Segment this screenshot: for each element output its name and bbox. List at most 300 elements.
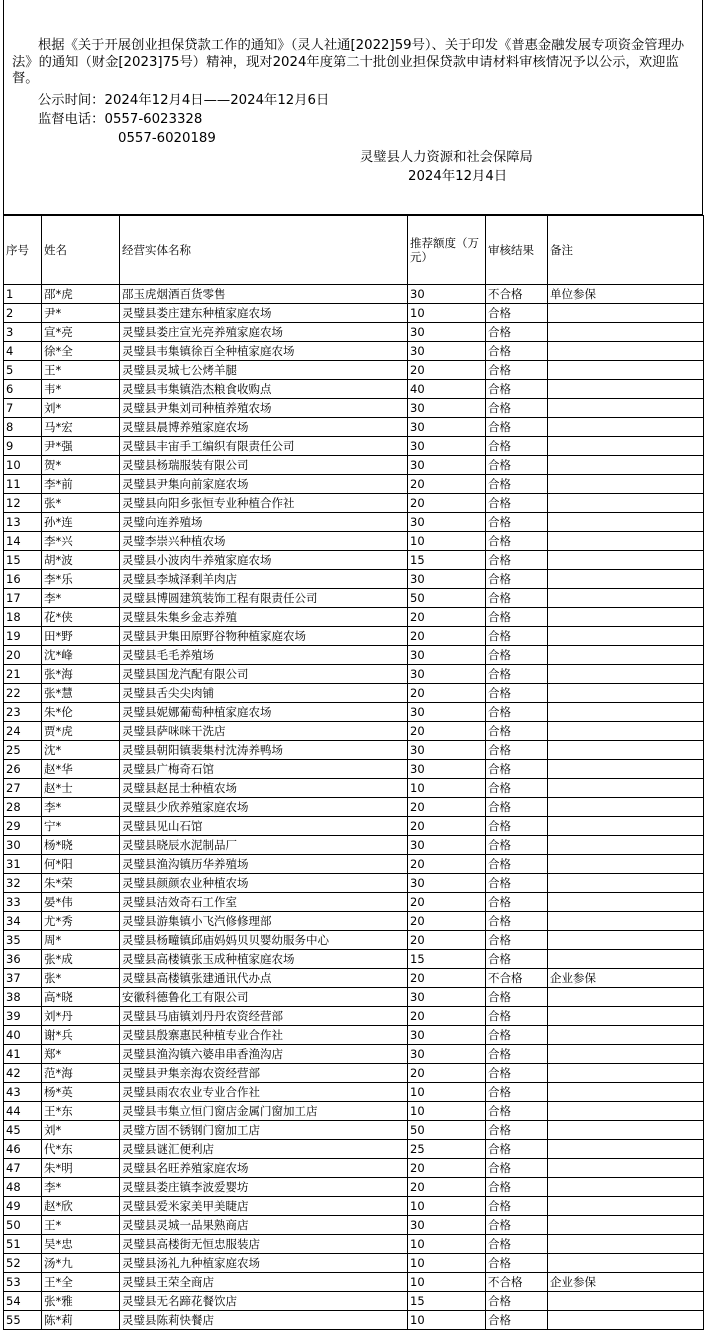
cell-name: 贺* xyxy=(42,456,120,475)
cell-name: 李*兴 xyxy=(42,532,120,551)
table-row xyxy=(4,779,704,798)
cell-amount: 15 xyxy=(408,950,486,969)
cell-entity: 灵璧县高楼街无恒忠服装店 xyxy=(120,1235,408,1254)
cell-entity: 灵璧县朝阳镇裴集村沈涛养鸭场 xyxy=(120,741,408,760)
cell-entity: 灵璧县殷寨惠民种植专业合作社 xyxy=(120,1026,408,1045)
table-row xyxy=(4,418,704,437)
cell-entity: 灵璧县晓辰水泥制品厂 xyxy=(120,836,408,855)
cell-remark xyxy=(548,798,704,817)
cell-index: 23 xyxy=(4,703,42,722)
cell-result: 合格 xyxy=(486,475,548,494)
cell-amount: 10 xyxy=(408,1102,486,1121)
cell-entity: 灵璧县韦集镇浩杰粮食收购点 xyxy=(120,380,408,399)
cell-remark xyxy=(548,304,704,323)
cell-index: 17 xyxy=(4,589,42,608)
cell-remark xyxy=(548,1292,704,1311)
cell-remark xyxy=(548,1045,704,1064)
table-row xyxy=(4,342,704,361)
cell-name: 邵*虎 xyxy=(42,285,120,304)
cell-remark xyxy=(548,779,704,798)
cell-remark xyxy=(548,817,704,836)
cell-result: 合格 xyxy=(486,817,548,836)
cell-amount: 20 xyxy=(408,1007,486,1026)
cell-name: 韦* xyxy=(42,380,120,399)
cell-index: 42 xyxy=(4,1064,42,1083)
cell-amount: 20 xyxy=(408,494,486,513)
cell-name: 李*乐 xyxy=(42,570,120,589)
cell-index: 28 xyxy=(4,798,42,817)
cell-entity: 灵璧县渔沟镇六婆串串香渔沟店 xyxy=(120,1045,408,1064)
table-row xyxy=(4,380,704,399)
cell-name: 陈*莉 xyxy=(42,1311,120,1330)
cell-amount: 30 xyxy=(408,646,486,665)
cell-name: 李*前 xyxy=(42,475,120,494)
cell-result: 合格 xyxy=(486,950,548,969)
cell-remark xyxy=(548,513,704,532)
cell-entity: 灵璧县无名蹄花餐饮店 xyxy=(120,1292,408,1311)
cell-index: 51 xyxy=(4,1235,42,1254)
cell-entity: 灵璧县晨博养殖家庭农场 xyxy=(120,418,408,437)
cell-result: 不合格 xyxy=(486,1273,548,1292)
cell-amount: 30 xyxy=(408,665,486,684)
cell-result: 合格 xyxy=(486,380,548,399)
cell-index: 48 xyxy=(4,1178,42,1197)
cell-remark xyxy=(548,836,704,855)
table-row xyxy=(4,494,704,513)
cell-amount: 30 xyxy=(408,988,486,1007)
cell-entity: 灵璧县杨瑞服装有限公司 xyxy=(120,456,408,475)
cell-amount: 20 xyxy=(408,361,486,380)
cell-remark xyxy=(548,1007,704,1026)
cell-remark xyxy=(548,988,704,1007)
cell-remark xyxy=(548,1064,704,1083)
cell-remark xyxy=(548,551,704,570)
cell-amount: 10 xyxy=(408,1311,486,1330)
cell-remark xyxy=(548,475,704,494)
cell-index: 7 xyxy=(4,399,42,418)
cell-result: 合格 xyxy=(486,874,548,893)
cell-result: 合格 xyxy=(486,342,548,361)
cell-name: 王* xyxy=(42,1216,120,1235)
table-row xyxy=(4,874,704,893)
cell-remark xyxy=(548,1178,704,1197)
cell-name: 赵*华 xyxy=(42,760,120,779)
cell-entity: 灵璧县尹集田原野谷物种植家庭农场 xyxy=(120,627,408,646)
cell-amount: 30 xyxy=(408,760,486,779)
cell-index: 52 xyxy=(4,1254,42,1273)
cell-result: 合格 xyxy=(486,1235,548,1254)
table-row xyxy=(4,570,704,589)
cell-name: 尤*秀 xyxy=(42,912,120,931)
table-row xyxy=(4,304,704,323)
cell-index: 31 xyxy=(4,855,42,874)
cell-remark xyxy=(548,1083,704,1102)
cell-name: 李* xyxy=(42,1178,120,1197)
cell-name: 高*晓 xyxy=(42,988,120,1007)
cell-amount: 20 xyxy=(408,817,486,836)
cell-remark xyxy=(548,741,704,760)
cell-result: 合格 xyxy=(486,608,548,627)
cell-index: 14 xyxy=(4,532,42,551)
cell-index: 24 xyxy=(4,722,42,741)
cell-remark xyxy=(548,532,704,551)
cell-amount: 20 xyxy=(408,912,486,931)
cell-result: 合格 xyxy=(486,456,548,475)
cell-remark xyxy=(548,323,704,342)
cell-entity: 灵璧县广梅奇石馆 xyxy=(120,760,408,779)
cell-result: 合格 xyxy=(486,1102,548,1121)
cell-entity: 邵玉虎烟酒百货零售 xyxy=(120,285,408,304)
table-row xyxy=(4,399,704,418)
cell-entity: 灵璧县娄庄镇李波爱婴坊 xyxy=(120,1178,408,1197)
cell-entity: 灵璧县国龙汽配有限公司 xyxy=(120,665,408,684)
cell-index: 16 xyxy=(4,570,42,589)
cell-index: 30 xyxy=(4,836,42,855)
table-row xyxy=(4,1026,704,1045)
table-row xyxy=(4,1216,704,1235)
cell-name: 张*慧 xyxy=(42,684,120,703)
cell-result: 合格 xyxy=(486,361,548,380)
cell-index: 4 xyxy=(4,342,42,361)
cell-remark: 企业参保 xyxy=(548,969,704,988)
cell-entity: 灵璧县灵城七公烤羊腿 xyxy=(120,361,408,380)
cell-entity: 灵璧县向阳乡张恒专业种植合作社 xyxy=(120,494,408,513)
cell-amount: 40 xyxy=(408,380,486,399)
cell-name: 李* xyxy=(42,798,120,817)
cell-name: 张*成 xyxy=(42,950,120,969)
cell-amount: 30 xyxy=(408,418,486,437)
cell-remark xyxy=(548,418,704,437)
cell-result: 合格 xyxy=(486,741,548,760)
header-index: 序号 xyxy=(4,216,42,285)
cell-index: 13 xyxy=(4,513,42,532)
cell-remark xyxy=(548,665,704,684)
cell-name: 宣*亮 xyxy=(42,323,120,342)
cell-index: 39 xyxy=(4,1007,42,1026)
cell-remark xyxy=(548,1197,704,1216)
cell-amount: 25 xyxy=(408,1140,486,1159)
cell-entity: 安徽科德鲁化工有限公司 xyxy=(120,988,408,1007)
cell-index: 26 xyxy=(4,760,42,779)
cell-name: 李* xyxy=(42,589,120,608)
cell-remark xyxy=(548,760,704,779)
notice-phone: 监督电话：0557-6023328 xyxy=(38,112,203,127)
table-row xyxy=(4,912,704,931)
cell-result: 合格 xyxy=(486,1064,548,1083)
table-row xyxy=(4,798,704,817)
cell-amount: 20 xyxy=(408,1159,486,1178)
cell-amount: 30 xyxy=(408,323,486,342)
cell-remark xyxy=(548,646,704,665)
cell-name: 朱*明 xyxy=(42,1159,120,1178)
cell-index: 54 xyxy=(4,1292,42,1311)
cell-name: 张* xyxy=(42,494,120,513)
table-row xyxy=(4,1178,704,1197)
table-header-row xyxy=(4,216,704,285)
cell-index: 9 xyxy=(4,437,42,456)
cell-remark xyxy=(548,893,704,912)
cell-amount: 10 xyxy=(408,304,486,323)
cell-entity: 灵璧县舌尖尖肉铺 xyxy=(120,684,408,703)
cell-entity: 灵璧县王荣全商店 xyxy=(120,1273,408,1292)
table-row xyxy=(4,1159,704,1178)
cell-index: 12 xyxy=(4,494,42,513)
table-row xyxy=(4,855,704,874)
cell-amount: 30 xyxy=(408,703,486,722)
cell-amount: 10 xyxy=(408,1273,486,1292)
cell-amount: 30 xyxy=(408,570,486,589)
cell-amount: 30 xyxy=(408,836,486,855)
cell-amount: 30 xyxy=(408,741,486,760)
table-row xyxy=(4,836,704,855)
cell-remark xyxy=(548,684,704,703)
table-row xyxy=(4,589,704,608)
cell-index: 43 xyxy=(4,1083,42,1102)
cell-index: 41 xyxy=(4,1045,42,1064)
cell-result: 合格 xyxy=(486,494,548,513)
table-row xyxy=(4,361,704,380)
table-row xyxy=(4,513,704,532)
cell-amount: 50 xyxy=(408,1121,486,1140)
cell-result: 不合格 xyxy=(486,285,548,304)
header-amount: 推荐额度（万元） xyxy=(408,216,486,285)
cell-name: 范*海 xyxy=(42,1064,120,1083)
cell-name: 王*全 xyxy=(42,1273,120,1292)
cell-index: 2 xyxy=(4,304,42,323)
cell-entity: 灵璧县妮娜葡萄种植家庭农场 xyxy=(120,703,408,722)
cell-result: 合格 xyxy=(486,627,548,646)
cell-index: 36 xyxy=(4,950,42,969)
table-row xyxy=(4,1311,704,1330)
cell-remark xyxy=(548,874,704,893)
notice-body xyxy=(12,38,692,88)
cell-entity: 灵璧县汤礼九种植家庭农场 xyxy=(120,1254,408,1273)
cell-result: 合格 xyxy=(486,1254,548,1273)
cell-index: 55 xyxy=(4,1311,42,1330)
table-row xyxy=(4,646,704,665)
cell-result: 合格 xyxy=(486,513,548,532)
cell-result: 合格 xyxy=(486,418,548,437)
cell-name: 刘*丹 xyxy=(42,1007,120,1026)
table-row xyxy=(4,893,704,912)
table-row xyxy=(4,1102,704,1121)
cell-name: 杨*英 xyxy=(42,1083,120,1102)
cell-index: 40 xyxy=(4,1026,42,1045)
cell-index: 33 xyxy=(4,893,42,912)
cell-index: 20 xyxy=(4,646,42,665)
cell-name: 田*野 xyxy=(42,627,120,646)
header-result: 审核结果 xyxy=(486,216,548,285)
cell-index: 22 xyxy=(4,684,42,703)
cell-entity: 灵璧李崇兴种植农场 xyxy=(120,532,408,551)
cell-index: 32 xyxy=(4,874,42,893)
table-row xyxy=(4,532,704,551)
cell-name: 孙*连 xyxy=(42,513,120,532)
cell-result: 合格 xyxy=(486,1140,548,1159)
cell-name: 张*海 xyxy=(42,665,120,684)
cell-entity: 灵璧县高楼镇张建通讯代办点 xyxy=(120,969,408,988)
notice-date: 2024年12月4日 xyxy=(408,169,508,184)
cell-entity: 灵璧县陈莉快餐店 xyxy=(120,1311,408,1330)
cell-remark xyxy=(548,855,704,874)
table-row xyxy=(4,817,704,836)
cell-entity: 灵璧县洁效奇石工作室 xyxy=(120,893,408,912)
cell-entity: 灵璧县韦集镇徐百全种植家庭农场 xyxy=(120,342,408,361)
table-row xyxy=(4,1064,704,1083)
cell-name: 王*东 xyxy=(42,1102,120,1121)
cell-entity: 灵璧县丰宙手工编织有限责任公司 xyxy=(120,437,408,456)
cell-remark xyxy=(548,1216,704,1235)
cell-remark xyxy=(548,1102,704,1121)
cell-index: 53 xyxy=(4,1273,42,1292)
cell-amount: 20 xyxy=(408,798,486,817)
cell-result: 合格 xyxy=(486,1197,548,1216)
cell-index: 15 xyxy=(4,551,42,570)
cell-index: 5 xyxy=(4,361,42,380)
cell-result: 合格 xyxy=(486,855,548,874)
table-row xyxy=(4,1045,704,1064)
cell-result: 合格 xyxy=(486,684,548,703)
cell-result: 合格 xyxy=(486,1311,548,1330)
table-row xyxy=(4,437,704,456)
notice-paragraph: 根据《关于开展创业担保贷款工作的通知》（灵人社通[2022]59号）、关于印发《普惠金融发展专项资金管理办法》的通知（财金[2023]75号）精神，现对2024年度第二十批创业担保贷款申请材料审核情况予以公示，欢迎监督。 xyxy=(12,38,685,86)
cell-index: 44 xyxy=(4,1102,42,1121)
cell-name: 汤*九 xyxy=(42,1254,120,1273)
table-row xyxy=(4,1197,704,1216)
cell-remark xyxy=(548,570,704,589)
cell-result: 合格 xyxy=(486,323,548,342)
cell-index: 27 xyxy=(4,779,42,798)
cell-remark xyxy=(548,1121,704,1140)
table-row xyxy=(4,1235,704,1254)
table-row xyxy=(4,950,704,969)
cell-index: 1 xyxy=(4,285,42,304)
table-row xyxy=(4,969,704,988)
cell-remark xyxy=(548,1159,704,1178)
cell-entity: 灵璧县颜颜农业种植农场 xyxy=(120,874,408,893)
cell-result: 合格 xyxy=(486,399,548,418)
cell-entity: 灵璧县韦集立恒门窗店金属门窗加工店 xyxy=(120,1102,408,1121)
cell-index: 37 xyxy=(4,969,42,988)
table-row xyxy=(4,285,704,304)
cell-remark xyxy=(548,456,704,475)
cell-index: 45 xyxy=(4,1121,42,1140)
cell-result: 合格 xyxy=(486,665,548,684)
cell-amount: 30 xyxy=(408,437,486,456)
cell-amount: 20 xyxy=(408,931,486,950)
cell-remark xyxy=(548,950,704,969)
cell-amount: 20 xyxy=(408,475,486,494)
cell-index: 46 xyxy=(4,1140,42,1159)
cell-result: 合格 xyxy=(486,1159,548,1178)
cell-entity: 灵璧县雨农农业专业合作社 xyxy=(120,1083,408,1102)
cell-index: 21 xyxy=(4,665,42,684)
table-row xyxy=(4,684,704,703)
table-row xyxy=(4,475,704,494)
cell-amount: 20 xyxy=(408,855,486,874)
cell-amount: 30 xyxy=(408,399,486,418)
cell-amount: 20 xyxy=(408,627,486,646)
cell-remark xyxy=(548,931,704,950)
cell-name: 沈*峰 xyxy=(42,646,120,665)
cell-index: 6 xyxy=(4,380,42,399)
cell-name: 刘* xyxy=(42,1121,120,1140)
table-row xyxy=(4,760,704,779)
cell-entity: 灵璧县娄庄建东种植家庭农场 xyxy=(120,304,408,323)
cell-remark xyxy=(548,722,704,741)
cell-amount: 15 xyxy=(408,551,486,570)
cell-name: 何*阳 xyxy=(42,855,120,874)
cell-name: 杨*晓 xyxy=(42,836,120,855)
table-row xyxy=(4,323,704,342)
cell-name: 郑* xyxy=(42,1045,120,1064)
cell-index: 29 xyxy=(4,817,42,836)
cell-amount: 20 xyxy=(408,893,486,912)
cell-index: 10 xyxy=(4,456,42,475)
cell-entity: 灵璧县杨疃镇邱庙妈妈贝贝婴幼服务中心 xyxy=(120,931,408,950)
cell-remark: 单位参保 xyxy=(548,285,704,304)
cell-name: 胡*波 xyxy=(42,551,120,570)
cell-index: 34 xyxy=(4,912,42,931)
table-row xyxy=(4,665,704,684)
cell-result: 合格 xyxy=(486,304,548,323)
cell-remark xyxy=(548,1235,704,1254)
cell-entity: 灵璧县朱集乡金志养殖 xyxy=(120,608,408,627)
table-row xyxy=(4,931,704,950)
table-row xyxy=(4,1254,704,1273)
cell-name: 张* xyxy=(42,969,120,988)
cell-result: 合格 xyxy=(486,836,548,855)
cell-entity: 灵璧县娄庄宣光亮养殖家庭农场 xyxy=(120,323,408,342)
cell-result: 合格 xyxy=(486,1026,548,1045)
table-row xyxy=(4,608,704,627)
table-row xyxy=(4,722,704,741)
cell-name: 代*东 xyxy=(42,1140,120,1159)
table-row xyxy=(4,1140,704,1159)
cell-remark xyxy=(548,399,704,418)
cell-result: 合格 xyxy=(486,570,548,589)
cell-entity: 灵璧向连养殖场 xyxy=(120,513,408,532)
cell-name: 宁* xyxy=(42,817,120,836)
notice-period: 公示时间：2024年12月4日——2024年12月6日 xyxy=(38,93,330,108)
cell-entity: 灵璧县见山石馆 xyxy=(120,817,408,836)
cell-result: 合格 xyxy=(486,931,548,950)
cell-entity: 灵璧县少欣养殖家庭农场 xyxy=(120,798,408,817)
cell-entity: 灵璧县李城泽剩羊肉店 xyxy=(120,570,408,589)
cell-entity: 灵璧县尹集亲海农资经营部 xyxy=(120,1064,408,1083)
header-entity: 经营实体名称 xyxy=(120,216,408,285)
cell-name: 赵*欣 xyxy=(42,1197,120,1216)
cell-entity: 灵璧县名旺养殖家庭农场 xyxy=(120,1159,408,1178)
cell-remark xyxy=(548,1140,704,1159)
cell-remark xyxy=(548,437,704,456)
table-row xyxy=(4,741,704,760)
cell-name: 沈* xyxy=(42,741,120,760)
cell-amount: 20 xyxy=(408,722,486,741)
cell-name: 尹*强 xyxy=(42,437,120,456)
cell-entity: 灵璧县灵城一品果熟商店 xyxy=(120,1216,408,1235)
table-row xyxy=(4,1292,704,1311)
cell-entity: 灵璧县赵昆士种植农场 xyxy=(120,779,408,798)
cell-amount: 15 xyxy=(408,1292,486,1311)
cell-name: 赵*士 xyxy=(42,779,120,798)
notice-header xyxy=(3,0,703,215)
cell-entity: 灵璧县尹集刘司种植养殖农场 xyxy=(120,399,408,418)
cell-result: 合格 xyxy=(486,646,548,665)
cell-name: 刘* xyxy=(42,399,120,418)
table-row xyxy=(4,703,704,722)
cell-result: 合格 xyxy=(486,1007,548,1026)
